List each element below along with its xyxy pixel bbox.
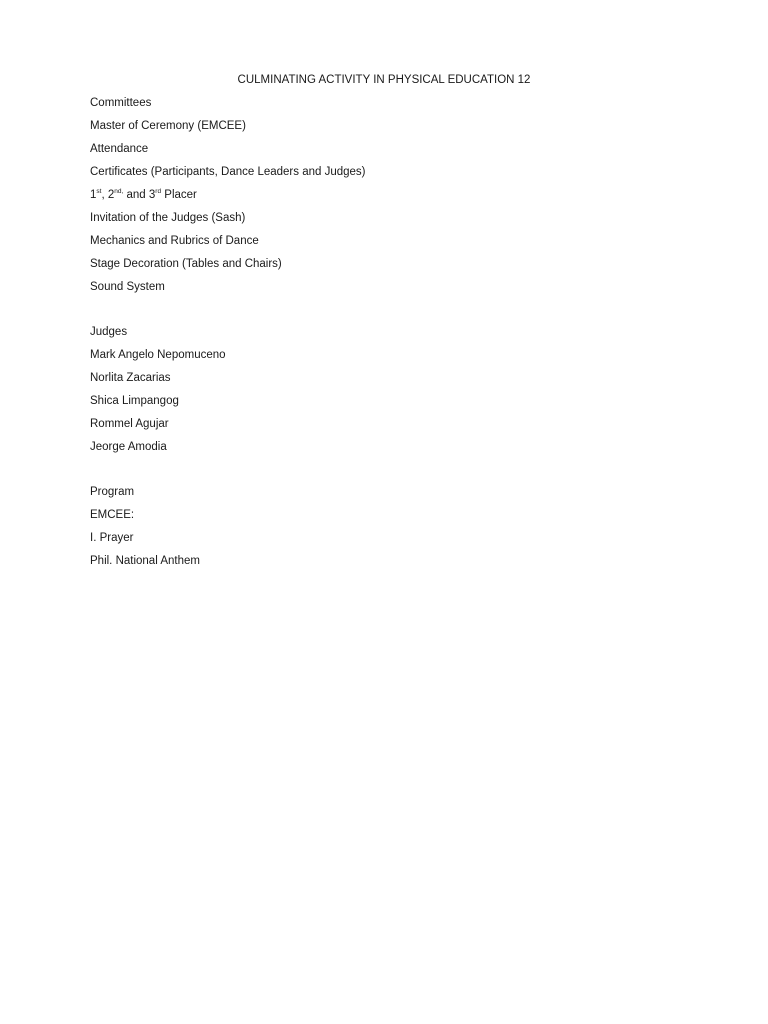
committee-item: Master of Ceremony (EMCEE): [90, 120, 246, 132]
committee-item: Attendance: [90, 143, 149, 155]
placer-separator: ,: [101, 189, 108, 201]
placer-third-suffix: rd: [155, 188, 162, 195]
committee-item: Mechanics and Rubrics of Dance: [90, 235, 259, 247]
committee-item-placer: [90, 188, 197, 202]
committee-item: Invitation of the Judges (Sash): [90, 212, 246, 224]
program-item: I. Prayer: [90, 532, 134, 544]
judge-name: Norlita Zacarias: [90, 372, 171, 384]
judges-heading: Judges: [90, 326, 128, 338]
program-item: EMCEE:: [90, 509, 135, 521]
placer-third-number: 3: [148, 189, 156, 201]
placer-second-suffix: nd,: [114, 188, 124, 195]
placer-second-number: 2: [107, 189, 115, 201]
committee-item: Stage Decoration (Tables and Chairs): [90, 258, 282, 270]
placer-conjunction: and: [123, 189, 149, 201]
judge-name: Jeorge Amodia: [90, 441, 167, 453]
program-heading: Program: [90, 486, 135, 498]
committees-heading: Committees: [90, 97, 152, 109]
committee-item: Certificates (Participants, Dance Leaders and Judges): [90, 166, 366, 178]
judge-name: Rommel Agujar: [90, 418, 169, 430]
placer-label: Placer: [161, 189, 197, 201]
committee-item: Sound System: [90, 281, 165, 293]
placer-first-suffix: st: [96, 188, 102, 195]
document-title: CULMINATING ACTIVITY IN PHYSICAL EDUCATION 12: [237, 74, 531, 86]
judge-name: Mark Angelo Nepomuceno: [90, 349, 226, 361]
judge-name: Shica Limpangog: [90, 395, 179, 407]
program-item: Phil. National Anthem: [90, 555, 200, 567]
placer-first-number: 1: [90, 189, 97, 201]
